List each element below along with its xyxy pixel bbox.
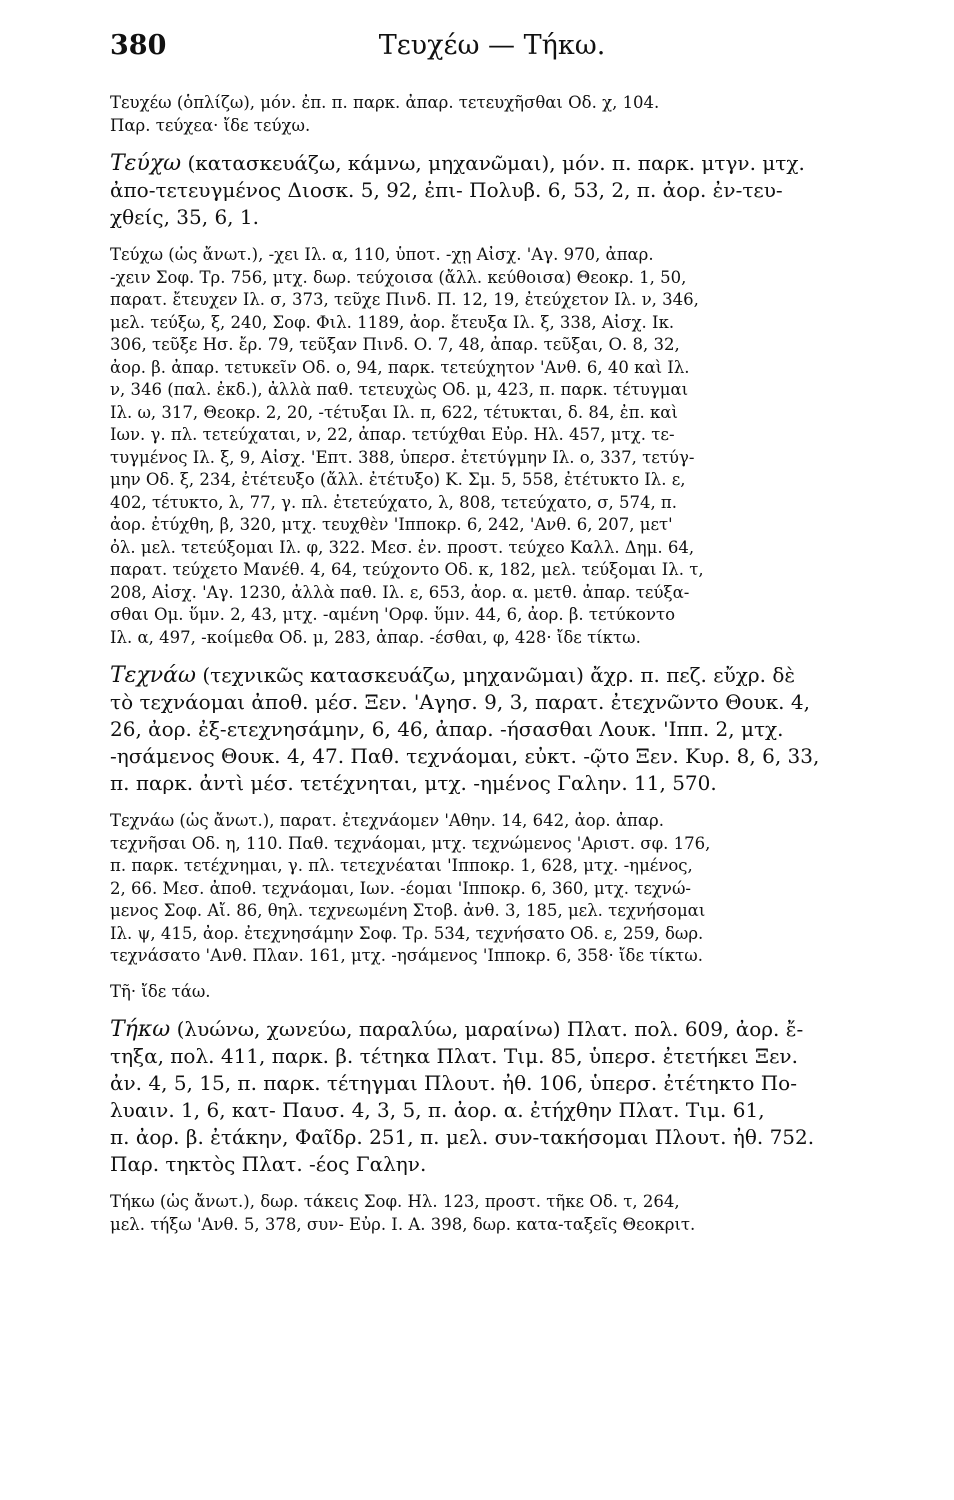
entry-line: τεχνῆσαι Οδ. η, 110. Παθ. τεχνάομαι, μτχ. τεχνώμενος 'Αριστ. σφ. 176,	[110, 833, 711, 853]
entry-line: τεχνάσατο 'Ανθ. Πλαν. 161, μτχ. -ησάμενος 'Ιπποκρ. 6, 358· ἴδε τίκτω.	[110, 946, 703, 965]
entry-line: Τήκω (λυώνω, χωνεύω, παραλύω, μαραίνω) Πλατ. πολ. 609, ἀορ. ἔ-	[110, 1017, 804, 1042]
entry-line: π. ἀορ. β. ἐτάκην, Φαῖδρ. 251, π. μελ. συν-τακήσομαι Πλουτ. ἠθ. 752.	[110, 1125, 815, 1149]
entry-lemma: Τήκω	[110, 1017, 171, 1042]
entry-line: Ιων. γ. πλ. τετεύχαται, ν, 22, ἀπαρ. τετύχθαι Εὐρ. Ηλ. 457, μτχ. τε-	[110, 425, 675, 444]
entry-line: 2, 66. Μεσ. ἀποθ. τεχνάομαι, Ιων. -έομαι 'Ιπποκρ. 6, 360, μτχ. τεχνώ-	[110, 878, 691, 898]
entry-line: -χειν Σοφ. Τρ. 756, μτχ. δωρ. τεύχοισα (ἄλλ. κεύθοισα) Θεοκρ. 1, 50,	[110, 267, 687, 287]
entry-line: ἀπο-τετευγμένος Διοσκ. 5, 92, ἐπι- Πολυβ. 6, 53, 2, π. ἀορ. ἐν-τευ-	[110, 178, 783, 202]
running-title: Τευχέω — Τήκω.	[378, 30, 606, 61]
entry-line: 208, Αἰσχ. 'Αγ. 1230, ἀλλὰ παθ. Ιλ. ε, 653, ἀορ. α. μετθ. ἀπαρ. τεύξα-	[110, 582, 690, 602]
entry-line: Τεύχω (ὡς ἄνωτ.), -χει Ιλ. α, 110, ὑποτ. -χῃ Αἰσχ. 'Αγ. 970, ἀπαρ.	[110, 245, 654, 264]
dictionary-entry	[110, 662, 874, 797]
entry-line: σθαι Ομ. ὕμν. 2, 43, μτχ. -αμένη 'Ορφ. ὕμν. 44, 6, ἀορ. β. τετύκοντο	[110, 605, 676, 624]
entry-line: π. παρκ. τετέχνημαι, γ. πλ. τετεχνέαται 'Ιπποκρ. 1, 628, μτχ. -ημένος,	[110, 856, 693, 875]
entry-line: τὸ τεχνάομαι ἀποθ. μέσ. Ξεν. 'Αγησ. 9, 3, παρατ. ἐτεχνῶντο Θουκ. 4,	[110, 690, 810, 714]
entry-line: μελ. τήξω 'Ανθ. 5, 378, συν- Εὐρ. Ι. Α. 398, δωρ. κατα-ταξεῖς Θεοκριτ.	[110, 1214, 696, 1234]
entry-line: τυγμένος Ιλ. ξ, 9, Αἰσχ. 'Επτ. 388, ὑπερσ. ἐτετύγμην Ιλ. ο, 337, τετύγ-	[110, 447, 695, 467]
entry-line: 402, τέτυκτο, λ, 77, γ. πλ. ἐτετεύχατο, λ, 808, τετεύχατο, σ, 574, π.	[110, 492, 678, 512]
entry-lemma: Τεύχω	[110, 151, 182, 176]
dictionary-entries	[110, 92, 874, 1236]
entry-line: χθείς, 35, 6, 1.	[110, 205, 259, 229]
entry-line: Τεύχω (κατασκευάζω, κάμνω, μηχανῶμαι), μόν. π. παρκ. μτγν. μτχ.	[110, 151, 805, 176]
dictionary-entry	[110, 92, 874, 137]
entry-line: Ιλ. ψ, 415, ἀορ. ἐτεχνησάμην Σοφ. Τρ. 534, τεχνήσατο Οδ. ε, 259, δωρ.	[110, 923, 704, 943]
entry-line: 306, τεῦξε Ησ. ἔρ. 79, τεῦξαν Πινδ. Ο. 7, 48, ἀπαρ. τεῦξαι, Ο. 8, 32,	[110, 335, 680, 354]
entry-line: Παρ. τηκτὸς Πλατ. -έος Γαλην.	[110, 1152, 427, 1176]
entry-line: 26, ἀορ. ἐξ-ετεχνησάμην, 6, 46, ἀπαρ. -ήσασθαι Λουκ. 'Ιππ. 2, μτχ.	[110, 717, 784, 741]
dictionary-entry	[110, 244, 874, 649]
entry-line: ν, 346 (παλ. ἐκδ.), ἀλλὰ παθ. τετευχὼς Οδ. μ, 423, π. παρκ. τέτυγμαι	[110, 380, 689, 399]
entry-line: ἀορ. β. ἀπαρ. τετυκεῖν Οδ. ο, 94, παρκ. τετεύχητον 'Ανθ. 6, 40 καὶ Ιλ.	[110, 357, 690, 377]
page-number: 380	[110, 30, 167, 61]
entry-line: ὀλ. μελ. τετεύξομαι Ιλ. φ, 322. Μεσ. ἐν. προστ. τεύχεο Καλλ. Δημ. 64,	[110, 537, 695, 557]
entry-line: τηξα, πολ. 411, παρκ. β. τέτηκα Πλατ. Τιμ. 85, ὑπερσ. ἐτετήκει Ξεν.	[110, 1044, 798, 1068]
entry-line: ἀορ. ἐτύχθη, β, 320, μτχ. τευχθὲν 'Ιπποκρ. 6, 242, 'Ανθ. 6, 207, μετ'	[110, 515, 673, 534]
entry-line: Τῆ· ἴδε τάω.	[110, 981, 211, 1001]
entry-line: Τεχνάω (ὡς ἄνωτ.), παρατ. ἐτεχνάομεν 'Αθην. 14, 642, ἀορ. ἀπαρ.	[110, 811, 664, 830]
entry-line: -ησάμενος Θουκ. 4, 47. Παθ. τεχνάομαι, εὐκτ. -ῷτο Ξεν. Κυρ. 8, 6, 33,	[110, 744, 820, 768]
entry-line: παρατ. ἔτευχεν Ιλ. σ, 373, τεῦχε Πινδ. Π. 12, 19, ἐτεύχετον Ιλ. ν, 346,	[110, 290, 699, 309]
entry-line: Παρ. τεύχεα· ἴδε τεύχω.	[110, 115, 311, 135]
entry-line: Τήκω (ὡς ἄνωτ.), δωρ. τάκεις Σοφ. Ηλ. 123, προστ. τῆκε Οδ. τ, 264,	[110, 1192, 680, 1211]
entry-line: Ιλ. ω, 317, Θεοκρ. 2, 20, -τέτυξαι Ιλ. π, 622, τέτυκται, δ. 84, ἐπ. καὶ	[110, 402, 678, 422]
entry-line: Ιλ. α, 497, -κοίμεθα Οδ. μ, 283, ἀπαρ. -έσθαι, φ, 428· ἴδε τίκτω.	[110, 627, 641, 647]
entry-line: μελ. τεύξω, ξ, 240, Σοφ. Φιλ. 1189, ἀορ. ἔτευξα Ιλ. ξ, 338, Αἰσχ. Ικ.	[110, 312, 675, 332]
entry-line: π. παρκ. ἀντὶ μέσ. τετέχνηται, μτχ. -ημένος Γαλην. 11, 570.	[110, 771, 717, 795]
dictionary-entry	[110, 150, 874, 231]
page-header	[110, 30, 874, 86]
entry-line: μην Οδ. ξ, 234, ἐτέτευξο (ἄλλ. ἐτέτυξο) Κ. Σμ. 5, 558, ἐτέτυκτο Ιλ. ε,	[110, 470, 686, 489]
entry-lemma: Τεχνάω	[110, 663, 196, 688]
entry-line: μενος Σοφ. Αἴ. 86, θηλ. τεχνεωμένη Στοβ. ἀνθ. 3, 185, μελ. τεχνήσομαι	[110, 901, 706, 920]
dictionary-entry	[110, 981, 874, 1004]
dictionary-entry	[110, 1191, 874, 1236]
dictionary-entry	[110, 1016, 874, 1178]
entry-line: παρατ. τεύχετο Μανέθ. 4, 64, τεύχοντο Οδ. κ, 182, μελ. τεύξομαι Ιλ. τ,	[110, 560, 704, 579]
entry-line: Τεχνάω (τεχνικῶς κατασκευάζω, μηχανῶμαι) ἄχρ. π. πεζ. εὔχρ. δὲ	[110, 663, 796, 688]
dictionary-entry	[110, 810, 874, 968]
entry-line: ἀν. 4, 5, 15, π. παρκ. τέτηγμαι Πλουτ. ἠθ. 106, ὑπερσ. ἐτέτηκτο Πο-	[110, 1071, 797, 1095]
entry-line: Τευχέω (ὁπλίζω), μόν. ἐπ. π. παρκ. ἀπαρ. τετευχῆσθαι Οδ. χ, 104.	[110, 93, 660, 112]
entry-line: λυαιν. 1, 6, κατ- Παυσ. 4, 3, 5, π. ἀορ. α. ἐτήχθην Πλατ. Τιμ. 61,	[110, 1098, 765, 1122]
